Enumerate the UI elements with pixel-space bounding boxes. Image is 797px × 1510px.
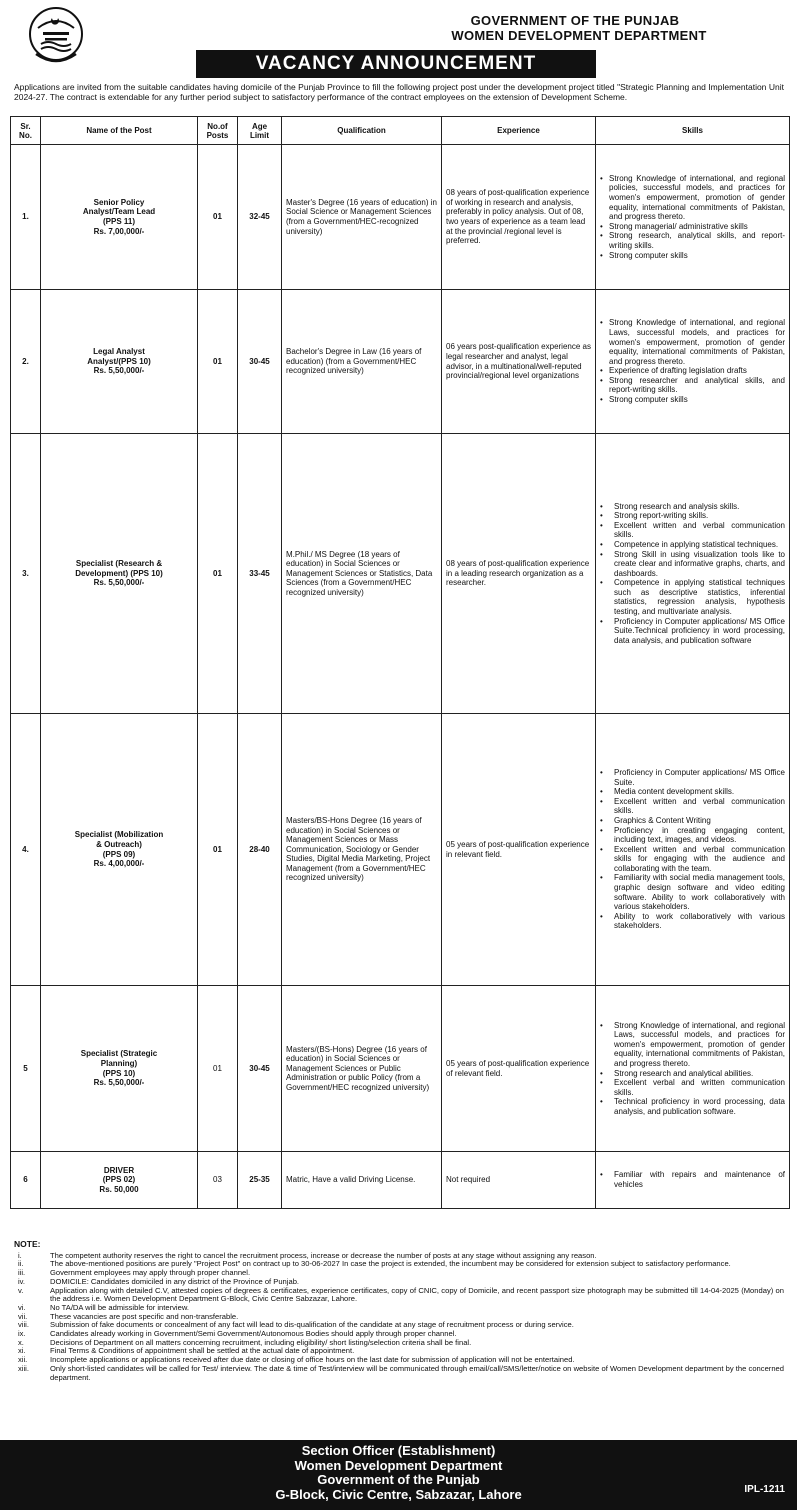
post-name-line: Analyst/Team Lead <box>82 207 156 217</box>
skills-list <box>600 502 785 646</box>
post-name-line: (PPS 10) <box>102 1068 136 1078</box>
post-name-line: Rs. 5,50,000/- <box>93 578 145 588</box>
cell-skills <box>596 714 790 986</box>
cell-age-limit: 33-45 <box>238 434 282 714</box>
header-post-name: Name of the Post <box>41 117 198 145</box>
header-sr-no: Sr. No. <box>11 117 41 145</box>
cell-sr-no: 1. <box>11 145 41 290</box>
cell-skills <box>596 1152 790 1209</box>
government-title: GOVERNMENT OF THE PUNJAB <box>470 13 680 28</box>
reference-code: IPL-1211 <box>744 1484 785 1495</box>
cell-age-limit: 30-45 <box>238 986 282 1152</box>
cell-skills <box>596 145 790 290</box>
skill-item: • Competence in applying statistical techniques such as descriptive statistics, inferential statistics, regression analysis, hypothesis testing, and multivariate analysis. <box>600 578 785 616</box>
skill-item: • Experience of drafting legislation drafts <box>600 366 785 376</box>
cell-age-limit: 28-40 <box>238 714 282 986</box>
cell-age-limit: 32-45 <box>238 145 282 290</box>
footer-line-department: Women Development Department <box>294 1457 503 1473</box>
note-item <box>14 1365 784 1382</box>
cell-sr-no: 5 <box>11 986 41 1152</box>
cell-sr-no: 4. <box>11 714 41 986</box>
skill-item: • Competence in applying statistical techniques. <box>600 540 785 550</box>
vacancy-banner: VACANCY ANNOUNCEMENT <box>196 50 596 78</box>
note-number: viii. <box>18 1320 29 1330</box>
post-name-line: & Outreach) <box>96 839 142 849</box>
note-text: DOMICILE: Candidates domiciled in any district of the Province of Punjab. <box>50 1276 300 1286</box>
skill-item: • Excellent written and verbal communication skills. <box>600 521 785 540</box>
note-number: vi. <box>18 1302 26 1312</box>
note-text: Application along with detailed C.V, attested copies of degrees & certificates, experience certificates, copy of CNIC, copy of Domicile, and recent passport size photograph may be submitted till 14-04-2025 (Monday) on the address i.e. Women Development Department G-Block, Civic Centre Sabzazar, Lahore. <box>50 1285 784 1304</box>
cell-experience: Not required <box>442 1152 596 1209</box>
note-number: ii. <box>18 1259 24 1269</box>
post-name-line: Specialist (Strategic <box>80 1049 158 1059</box>
note-number: xi. <box>18 1346 26 1356</box>
table-row <box>11 1152 790 1209</box>
cell-skills <box>596 290 790 434</box>
footer <box>0 1440 797 1510</box>
note-text: The above-mentioned positions are purely "Project Post" on contract up to 30-06-2027 In case the project is extended, the incumbent may be considered for extension subject to satisfactory performance. <box>50 1259 731 1269</box>
cell-age-limit: 25-35 <box>238 1152 282 1209</box>
post-name-line: Rs. 50,000 <box>99 1184 139 1194</box>
cell-qualification: Masters/(BS-Hons) Degree (16 years of education) in Social Sciences or Management Sciences or Public Administration or public Policy (from a Government/HEC recognized university) <box>282 986 442 1152</box>
header-experience: Experience <box>442 117 596 145</box>
note-text: No TA/DA will be admissible for interview. <box>50 1302 189 1312</box>
cell-post-name <box>41 714 198 986</box>
table-row <box>11 434 790 714</box>
cell-post-name <box>41 1152 198 1209</box>
post-name-line: Rs. 7,00,000/- <box>93 226 145 236</box>
cell-experience: 06 years post-qualification experience as legal researcher and analyst, legal advisor, in a multinational/well-reputed provincial/regional level organizations <box>442 290 596 434</box>
cell-posts-count: 03 <box>198 1152 238 1209</box>
post-name-line: Planning) <box>100 1058 138 1068</box>
department-title: WOMEN DEVELOPMENT DEPARTMENT <box>451 28 707 43</box>
skills-list <box>600 1170 785 1189</box>
notes-section <box>14 1240 784 1382</box>
post-name-line: Development) (PPS 10) <box>75 568 163 578</box>
vacancy-table <box>10 116 790 1209</box>
note-text: Submission of fake documents or concealment of any fact will lead to dis-qualification of the candidate at any stage of recruitment process or during service. <box>50 1320 574 1330</box>
cell-posts-count: 01 <box>198 434 238 714</box>
cell-posts-count: 01 <box>198 986 238 1152</box>
skills-list <box>600 1021 785 1117</box>
header-posts-count: No.of Posts <box>198 117 238 145</box>
skill-item: • Strong researcher and analytical skills, and report-writing skills. <box>600 376 785 395</box>
note-number: iii. <box>18 1268 26 1278</box>
cell-sr-no: 3. <box>11 434 41 714</box>
table-row <box>11 986 790 1152</box>
skill-item: • Graphics & Content Writing <box>600 816 785 826</box>
post-name-line: Senior Policy <box>93 197 145 207</box>
note-number: xii. <box>18 1355 28 1365</box>
note-text: Final Terms & Conditions of appointment shall be settled at the actual date of appointment. <box>50 1346 355 1356</box>
cell-qualification: Bachelor's Degree in Law (16 years of education) (from a Government/HEC recognized university) <box>282 290 442 434</box>
notes-list <box>14 1252 784 1383</box>
skill-item: • Familiarity with social media management tools, graphic design software and video editing software. Ability to work collaboratively with various stakeholders. <box>600 873 785 911</box>
cell-experience: 08 years of post-qualification experience in a leading research organization as a researcher. <box>442 434 596 714</box>
skill-item: • Proficiency in Computer applications/ MS Office Suite. <box>600 768 785 787</box>
table-row <box>11 714 790 986</box>
cell-posts-count: 01 <box>198 290 238 434</box>
cell-experience: 08 years of post-qualification experience of working in research and analysis, preferably in policy analysis. Out of 08, two years of experience as a team lead at the provincial /regional level is preferred. <box>442 145 596 290</box>
skills-list <box>600 318 785 404</box>
skill-item: • Proficiency in Computer applications/ MS Office Suite.Technical proficiency in word processing, data analysis, and publication software <box>600 617 785 646</box>
table-row <box>11 290 790 434</box>
header-skills: Skills <box>596 117 790 145</box>
skill-item: • Strong computer skills <box>600 251 785 261</box>
table-header-row <box>11 117 790 145</box>
skill-item: • Excellent verbal and written communication skills. <box>600 1078 785 1097</box>
post-name-line: (PPS 09) <box>102 849 136 859</box>
post-name-line: Rs. 4,00,000/- <box>93 859 145 869</box>
skill-item: • Media content development skills. <box>600 787 785 797</box>
cell-experience: 05 years of post-qualification experience of relevant field. <box>442 986 596 1152</box>
skill-item: • Strong research and analysis skills. <box>600 502 785 512</box>
skill-item: • Strong Knowledge of international, and regional policies, successful models, and practices for women's empowerment, promotion of gender equality, international commitments of Pakistan, and progress thereto. <box>600 174 785 222</box>
note-text: These vacancies are post specific and non-transferable. <box>50 1311 239 1321</box>
skill-item: • Strong managerial/ administrative skills <box>600 222 785 232</box>
note-text: Incomplete applications or applications received after due date or closing of office hours on the last date for submission of application will not be entertained. <box>50 1355 575 1365</box>
skill-item: • Strong research, analytical skills, and report-writing skills. <box>600 231 785 250</box>
note-number: iv. <box>18 1276 26 1286</box>
cell-post-name <box>41 986 198 1152</box>
skill-item: • Strong Knowledge of international, and regional Laws, successful models, and practices for women's empowerment, promotion of gender equality, international commitments of Pakistan, and progress thereto. <box>600 318 785 366</box>
note-text: Candidates already working in Government/Semi Government/Autonomous Bodies should apply through proper channel. <box>50 1329 457 1339</box>
post-name-line: Specialist (Mobilization <box>74 830 164 840</box>
cell-sr-no: 2. <box>11 290 41 434</box>
cell-post-name <box>41 145 198 290</box>
skill-item: • Familiar with repairs and maintenance of vehicles <box>600 1170 785 1189</box>
note-number: ix. <box>18 1329 26 1339</box>
skills-list <box>600 174 785 260</box>
post-name-line: DRIVER <box>103 1165 135 1175</box>
table-row <box>11 145 790 290</box>
note-item <box>14 1287 784 1304</box>
cell-qualification: Matric, Have a valid Driving License. <box>282 1152 442 1209</box>
note-text: Government employees may apply through proper channel. <box>50 1268 251 1278</box>
note-text: The competent authority reserves the right to cancel the recruitment process, increase or decrease the number of posts at any stage without assigning any reason. <box>50 1250 597 1260</box>
note-number: xiii. <box>18 1363 29 1373</box>
post-name-line: Rs. 5,50,000/- <box>93 366 145 376</box>
cell-qualification: Master's Degree (16 years of education) in Social Science or Management Sciences (from a Government/HEC-recognized university) <box>282 145 442 290</box>
skill-item: • Excellent written and verbal communication skills. <box>600 797 785 816</box>
table-body <box>11 145 790 1209</box>
cell-qualification: M.Phil./ MS Degree (18 years of education) in Social Sciences or Management Sciences or Statistics, Data Sciences (from a Government/HEC recognized university) <box>282 434 442 714</box>
notes-heading: NOTE: <box>14 1239 41 1249</box>
post-name-line: Legal Analyst <box>93 347 145 357</box>
note-number: i. <box>18 1250 22 1260</box>
skill-item: • Technical proficiency in word processing, data analysis, and publication software. <box>600 1097 785 1116</box>
cell-post-name <box>41 434 198 714</box>
header <box>0 0 797 80</box>
cell-experience: 05 years of post-qualification experience in relevant field. <box>442 714 596 986</box>
cell-qualification: Masters/BS-Hons Degree (16 years of education) in Social Sciences or Management Sciences or Mass Communication, Sociology or Gender Studies, Digital Media Marketing, Project Management (from a Government/HEC recognized university) <box>282 714 442 986</box>
cell-skills <box>596 986 790 1152</box>
skill-item: • Strong Knowledge of international, and regional Laws, successful models, and practices for women's empowerment, promotion of gender equality, international commitments of Pakistan, and progress thereto. <box>600 1021 785 1069</box>
footer-line-government: Government of the Punjab <box>317 1472 480 1487</box>
skill-item: • Strong report-writing skills. <box>600 511 785 521</box>
post-name-line: Specialist (Research & <box>75 559 163 569</box>
header-qualification: Qualification <box>282 117 442 145</box>
skills-list <box>600 768 785 931</box>
skill-item: • Proficiency in creating engaging content, including text, images, and videos. <box>600 826 785 845</box>
punjab-government-emblem-icon <box>26 6 86 68</box>
skill-item: • Ability to work collaboratively with various stakeholders. <box>600 912 785 931</box>
post-name-line: Analyst/(PPS 10) <box>87 356 151 366</box>
skill-item: • Excellent written and verbal communication skills for engaging with the audience and collaborating with the team. <box>600 845 785 874</box>
header-age-limit: Age Limit <box>238 117 282 145</box>
note-text: Decisions of Department on all matters concerning recruitment, including eligibility/ short listing/selection criteria shall be final. <box>50 1337 472 1347</box>
cell-sr-no: 6 <box>11 1152 41 1209</box>
post-name-line: Rs. 5,50,000/- <box>93 1078 145 1088</box>
note-number: vii. <box>18 1311 28 1321</box>
footer-line-address: G-Block, Civic Centre, Sabzazar, Lahore <box>275 1486 522 1502</box>
intro-paragraph: Applications are invited from the suitable candidates having domicile of the Punjab Province to fill the following project post under the development project titled "Strategic Planning and Implementation Unit 2024-27. The contract is extendable for any further period subject to satisfactory performance of the contract employees on the extension of Development Scheme. <box>14 82 784 102</box>
cell-age-limit: 30-45 <box>238 290 282 434</box>
skill-item: • Strong research and analytical abilities. <box>600 1069 785 1079</box>
note-number: x. <box>18 1337 24 1347</box>
cell-posts-count: 01 <box>198 714 238 986</box>
cell-posts-count: 01 <box>198 145 238 290</box>
note-number: v. <box>18 1285 24 1295</box>
skill-item: • Strong Skill in using visualization tools like to create clear and informative graphs, charts, and dashboards. <box>600 550 785 579</box>
footer-line-officer: Section Officer (Establishment) <box>301 1443 496 1458</box>
note-text: Only short-listed candidates will be called for Test/ interview. The date & time of Test/interview will be communicated through email/call/SMS/letter/notice on website of Women Development department by the concerned department. <box>50 1363 784 1382</box>
post-name-line: (PPS 02) <box>102 1175 136 1185</box>
post-name-line: (PPS 11) <box>102 217 135 226</box>
skill-item: • Strong computer skills <box>600 395 785 405</box>
cell-post-name <box>41 290 198 434</box>
cell-skills <box>596 434 790 714</box>
